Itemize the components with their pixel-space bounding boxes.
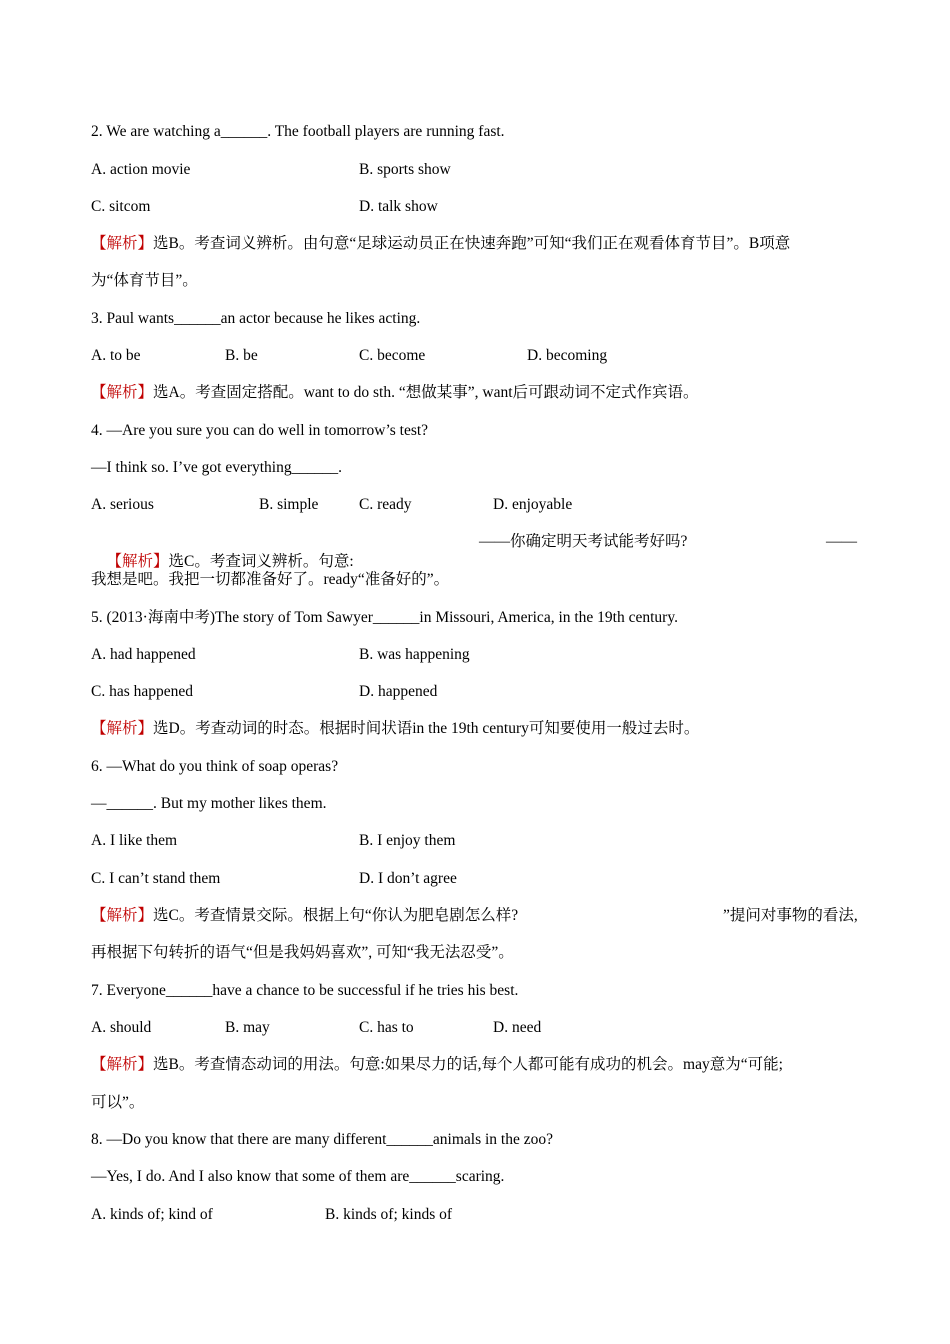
question-5-option-d: D. happened bbox=[359, 683, 438, 700]
analysis-text: 选D。考查动词的时态。根据时间状语in the 19th century可知要使用一般过去时。 bbox=[153, 720, 700, 737]
analysis-text: 选B。考查词义辨析。由句意“足球运动员正在快速奔跑”可知“我们正在观看体育节目”。B项意 bbox=[153, 235, 791, 252]
question-2-analysis bbox=[91, 234, 859, 254]
question-6-stem-line-2: —______. But my mother likes them. bbox=[91, 795, 327, 812]
question-5-analysis bbox=[91, 719, 859, 739]
question-6-option-d: D. I don’t agree bbox=[359, 870, 457, 887]
question-7-analysis-cont: 可以”。 bbox=[91, 1094, 145, 1111]
question-4-option-a: A. serious bbox=[91, 496, 154, 513]
question-3-option-c: C. become bbox=[359, 347, 426, 364]
question-4-option-c: C. ready bbox=[359, 496, 412, 513]
question-2-option-a: A. action movie bbox=[91, 161, 191, 178]
question-4-stem-line-2: —I think so. I’ve got everything______. bbox=[91, 459, 342, 476]
analysis-tag: 【解析】 bbox=[91, 235, 154, 252]
question-4-stem-line-1: 4. —Are you sure you can do well in tomorrow’s test? bbox=[91, 422, 429, 439]
question-2-stem: 2. We are watching a______. The football players are running fast. bbox=[91, 123, 505, 140]
question-5-option-a: A. had happened bbox=[91, 646, 196, 663]
question-4-analysis-cont: 我想是吧。我把一切都准备好了。ready“准备好的”。 bbox=[91, 571, 450, 588]
question-6-analysis-tail: ”提问对事物的看法, bbox=[723, 907, 858, 924]
question-6-option-a: A. I like them bbox=[91, 832, 178, 849]
analysis-text: 选B。考查情态动词的用法。句意:如果尽力的话,每个人都可能有成功的机会。may意为“可能; bbox=[153, 1056, 783, 1073]
question-7-analysis bbox=[91, 1055, 859, 1075]
question-3-analysis bbox=[91, 383, 859, 403]
question-3-option-a: A. to be bbox=[91, 347, 141, 364]
question-5-option-c: C. has happened bbox=[91, 683, 194, 700]
analysis-tag: 【解析】 bbox=[91, 1056, 154, 1073]
analysis-tag: 【解析】 bbox=[91, 907, 154, 924]
question-4-option-d: D. enjoyable bbox=[493, 496, 573, 513]
question-3-stem: 3. Paul wants______an actor because he likes acting. bbox=[91, 310, 421, 327]
question-5-option-b: B. was happening bbox=[359, 646, 470, 663]
question-8-stem-line-1: 8. —Do you know that there are many different______animals in the zoo? bbox=[91, 1131, 554, 1148]
question-7-stem: 7. Everyone______have a chance to be successful if he tries his best. bbox=[91, 982, 519, 999]
question-3-option-b: B. be bbox=[225, 347, 258, 364]
question-7-option-d: D. need bbox=[493, 1019, 542, 1036]
analysis-text: 选C。考查情景交际。根据上句“你认为肥皂剧怎么样? bbox=[153, 907, 519, 924]
question-4-option-b: B. simple bbox=[259, 496, 319, 513]
question-7-option-c: C. has to bbox=[359, 1019, 414, 1036]
question-6-stem-line-1: 6. —What do you think of soap operas? bbox=[91, 758, 339, 775]
question-5-stem: 5. (2013·海南中考)The story of Tom Sawyer______in Missouri, America, in the 19th century. bbox=[91, 609, 678, 626]
question-7-option-a: A. should bbox=[91, 1019, 152, 1036]
question-2-option-b: B. sports show bbox=[359, 161, 451, 178]
question-2-option-c: C. sitcom bbox=[91, 198, 151, 215]
question-4-analysis-dash: —— bbox=[826, 533, 857, 550]
question-8-option-a: A. kinds of; kind of bbox=[91, 1206, 213, 1223]
analysis-tag: 【解析】 bbox=[106, 553, 169, 570]
analysis-text: 选A。考查固定搭配。want to do sth. “想做某事”, want后可跟动词不定式作宾语。 bbox=[153, 384, 699, 401]
question-2-option-d: D. talk show bbox=[359, 198, 438, 215]
analysis-text: 选C。考查词义辨析。句意: bbox=[168, 553, 354, 570]
question-6-analysis-cont: 再根据下句转折的语气“但是我妈妈喜欢”, 可知“我无法忍受”。 bbox=[91, 944, 514, 961]
question-2-analysis-cont: 为“体育节目”。 bbox=[91, 272, 198, 289]
analysis-tag: 【解析】 bbox=[91, 720, 154, 737]
question-8-option-b: B. kinds of; kinds of bbox=[325, 1206, 453, 1223]
question-7-option-b: B. may bbox=[225, 1019, 270, 1036]
question-8-stem-line-2: —Yes, I do. And I also know that some of them are______scaring. bbox=[91, 1168, 505, 1185]
question-6-option-b: B. I enjoy them bbox=[359, 832, 456, 849]
question-3-option-d: D. becoming bbox=[527, 347, 608, 364]
analysis-tag: 【解析】 bbox=[91, 384, 154, 401]
question-6-option-c: C. I can’t stand them bbox=[91, 870, 221, 887]
question-4-analysis-translation: ——你确定明天考试能考好吗? bbox=[479, 533, 688, 550]
